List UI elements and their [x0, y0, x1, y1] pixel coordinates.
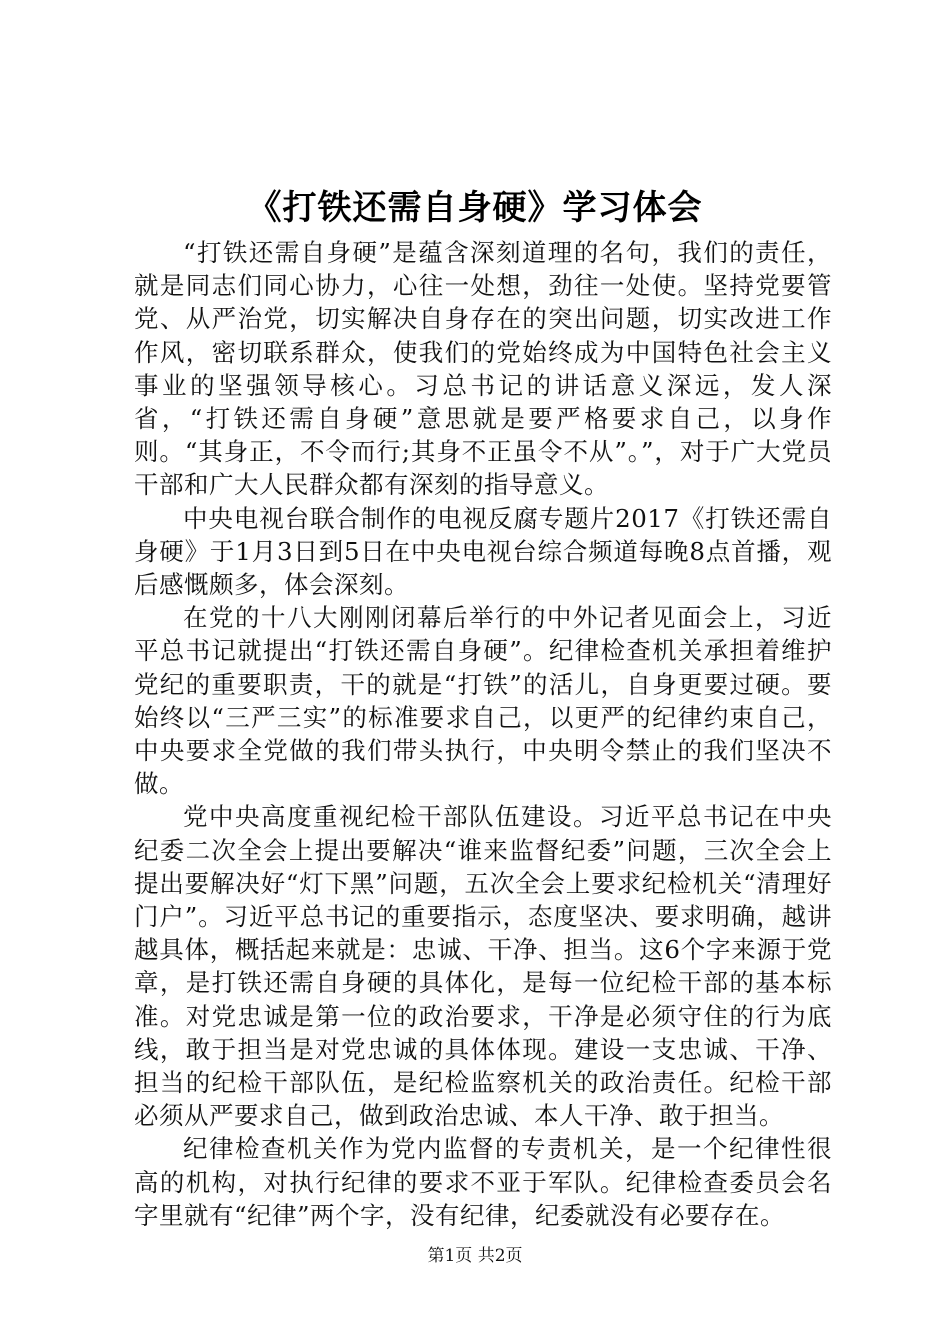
paragraph-2: 中央电视台联合制作的电视反腐专题片2017《打铁还需自身硬》于1月3日到5日在中央电视台综合频道每晚8点首播，观后感慨颇多，体会深刻。 — [134, 503, 832, 600]
document-body — [134, 236, 832, 1232]
paragraph-3: 在党的十八大刚刚闭幕后举行的中外记者见面会上，习近平总书记就提出“打铁还需自身硬”。纪律检查机关承担着维护党纪的重要职责，干的就是“打铁”的活儿，自身更要过硬。要始终以“三严三实”的标准要求自己，以更严的纪律约束自己，中央要求全党做的我们带头执行，中央明令禁止的我们坚决不做。 — [134, 603, 832, 799]
paragraph-4: 党中央高度重视纪检干部队伍建设。习近平总书记在中央纪委二次全会上提出要解决“谁来监督纪委”问题，三次全会上提出要解决好“灯下黑”问题，五次全会上要求纪检机关“清理好门户”。习近平总书记的重要指示，态度坚决、要求明确，越讲越具体，概括起来就是：忠诚、干净、担当。这6个字来源于党章，是打铁还需自身硬的具体化，是每一位纪检干部的基本标准。对党忠诚是第一位的政治要求，干净是必须守住的行为底线，敢于担当是对党忠诚的具体体现。建设一支忠诚、干净、担当的纪检干部队伍，是纪检监察机关的政治责任。纪检干部必须从严要求自己，做到政治忠诚、本人干净、敢于担当。 — [134, 802, 832, 1131]
paragraph-1: “打铁还需自身硬”是蕴含深刻道理的名句，我们的责任，就是同志们同心协力，心往一处想，劲往一处使。坚持党要管党、从严治党，切实解决自身存在的突出问题，切实改进工作作风，密切联系群众，使我们的党始终成为中国特色社会主义事业的坚强领导核心。习总书记的讲话意义深远，发人深省，“打铁还需自身硬”意思就是要严格要求自己，以身作则。“其身正，不令而行;其身不正虽令不从”。”，对于广大党员干部和广大人民群众都有深刻的指导意义。 — [134, 238, 832, 500]
page-footer: 第1页 共2页 — [427, 1246, 523, 1266]
paragraph-5: 纪律检查机关作为党内监督的专责机关，是一个纪律性很高的机构，对执行纪律的要求不亚于军队。纪律检查委员会名字里就有“纪律”两个字，没有纪律，纪委就没有必要存在。 — [134, 1134, 832, 1230]
document-title: 《打铁还需自身硬》学习体会 — [247, 188, 703, 228]
